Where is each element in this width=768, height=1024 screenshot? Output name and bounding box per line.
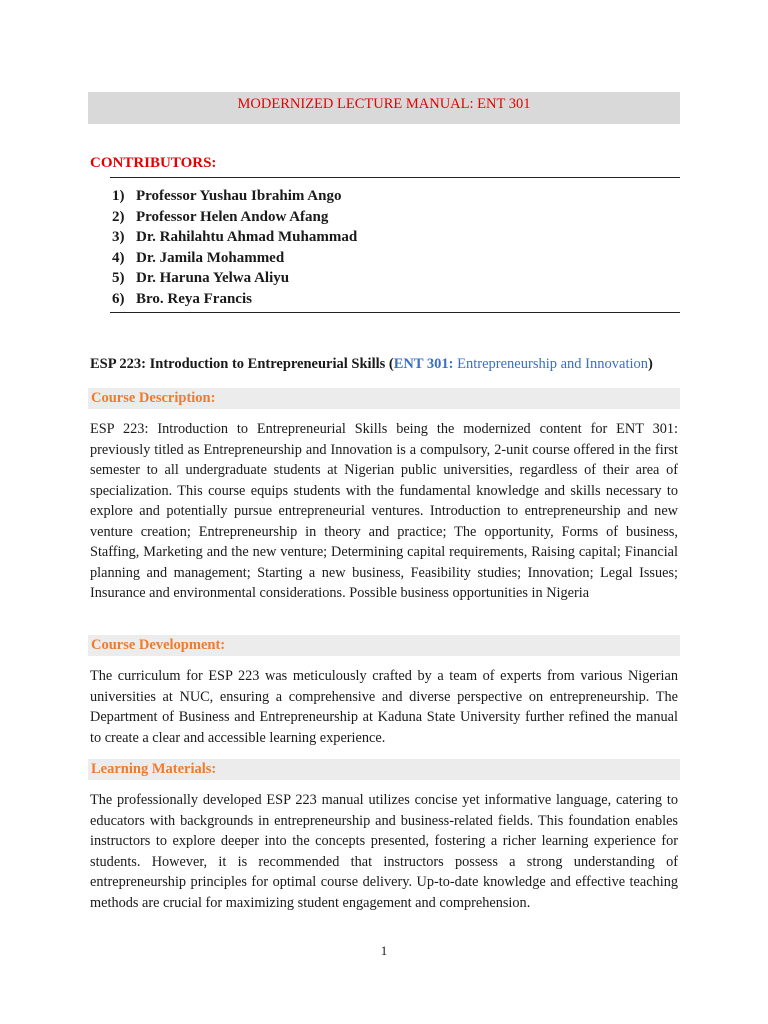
contributor-number: 3) <box>112 229 125 245</box>
contributor-item <box>112 268 357 289</box>
contributor-number: 5) <box>112 270 125 286</box>
document-title: MODERNIZED LECTURE MANUAL: ENT 301 <box>88 92 680 124</box>
contributor-item <box>112 207 357 228</box>
page-number: 1 <box>380 943 388 958</box>
contributors-bottom-rule <box>110 312 680 313</box>
contributor-number: 1) <box>112 188 125 204</box>
course-title-main: ESP 223: Introduction to Entrepreneurial Skills ( <box>90 356 394 372</box>
course-development-heading: Course Development: <box>88 635 680 656</box>
contributor-name: Professor Helen Andow Afang <box>136 208 329 225</box>
learning-materials-heading: Learning Materials: <box>88 759 680 780</box>
contributor-number: 4) <box>112 249 125 266</box>
contributors-list <box>112 186 357 309</box>
contributor-item <box>112 248 357 269</box>
course-title-close: ) <box>648 356 653 372</box>
contributor-name: Professor Yushau Ibrahim Ango <box>136 188 342 204</box>
course-code: ENT 301: <box>393 356 454 372</box>
contributor-item <box>112 227 357 248</box>
course-description-heading: Course Description: <box>88 388 680 409</box>
contributor-number: 2) <box>112 208 125 225</box>
course-description-text: ESP 223: Introduction to Entrepreneurial Skills being the modernized content for ENT 301: previously titled as Entrepreneurship and Innovation is a compulsory, 2-unit course offered in the first semester to all undergraduate students at Nigerian public universities, regardless of their area of specialization. This course equips students with the fundamental knowledge and skills necessary to explore and potentially pursue entrepreneurial ventures. Introduction to entrepreneurship and new venture creation; Entrepreneurship in theory and practice; The opportunity, Forms of business, Staffing, Marketing and the new venture; Determining capital requirements, Raising capital; Financial planning and management; Starting a new business, Feasibility studies; Innovation; Legal Issues; Insurance and environmental considerations. Possible business opportunities in Nigeria <box>90 421 678 601</box>
course-title <box>90 356 653 373</box>
contributor-number: 6) <box>112 290 125 307</box>
contributor-name: Dr. Jamila Mohammed <box>136 249 285 266</box>
contributor-name: Dr. Rahilahtu Ahmad Muhammad <box>136 229 358 245</box>
contributor-name: Dr. Haruna Yelwa Aliyu <box>136 270 290 286</box>
course-development-text: The curriculum for ESP 223 was meticulously crafted by a team of experts from various Nigerian universities at NUC, ensuring a comprehensive and diverse perspective on entrepreneurship. The Department of Business and Entrepreneurship at Kaduna State University further refined the manual to create a clear and accessible learning experience. <box>90 668 678 746</box>
course-subtitle: Entrepreneurship and Innovation <box>453 356 648 372</box>
contributor-name: Bro. Reya Francis <box>136 290 252 307</box>
contributors-heading: CONTRIBUTORS: <box>90 155 217 171</box>
learning-materials-text: The professionally developed ESP 223 manual utilizes concise yet informative language, catering to educators with backgrounds in entrepreneurship and business-related fields. This foundation enables instructors to explore deeper into the concepts presented, fostering a richer learning experience for students. However, it is recommended that instructors possess a strong understanding of entrepreneurship principles for optimal course delivery. Up-to-date knowledge and effective teaching methods are crucial for maximizing student engagement and comprehension. <box>90 792 678 911</box>
contributor-item <box>112 289 357 310</box>
contributor-item <box>112 186 357 207</box>
contributors-top-rule <box>110 177 680 178</box>
